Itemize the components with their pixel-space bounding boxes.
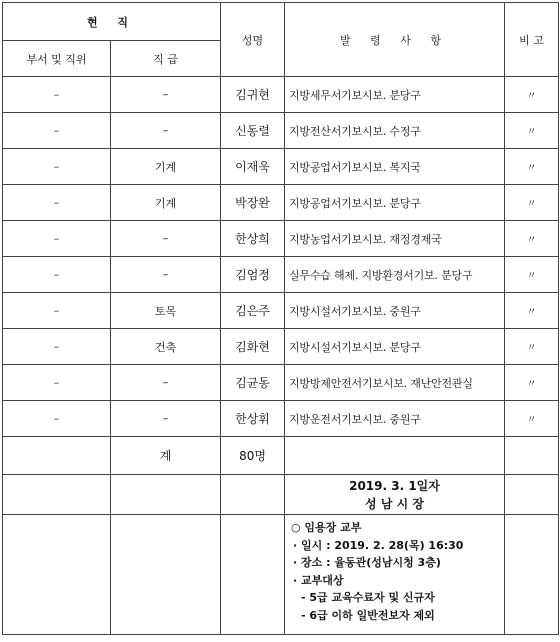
dept-cell: –: [3, 401, 111, 437]
total-count: 80명: [221, 437, 285, 475]
remark-cell: 〃: [505, 257, 559, 293]
name-cell: 한상희: [221, 221, 285, 257]
dept-cell: –: [3, 257, 111, 293]
grade-cell: –: [111, 257, 221, 293]
effective-date: 2019. 3. 1일자: [349, 478, 440, 493]
table-row: [3, 185, 559, 221]
notice-empty-1: [3, 515, 111, 635]
grade-cell: –: [111, 365, 221, 401]
notice-cell: [285, 515, 505, 635]
name-cell: 이재욱: [221, 149, 285, 185]
name-cell: 김은주: [221, 293, 285, 329]
grade-cell: –: [111, 401, 221, 437]
order-cell: 지방시설서기보시보. 분당구: [285, 329, 505, 365]
stamp-empty-1: [3, 475, 111, 515]
notice-target-2: - 6급 이하 일반전보자 제외: [301, 608, 435, 622]
remark-cell: 〃: [505, 77, 559, 113]
table-row: [3, 401, 559, 437]
grade-cell: 토목: [111, 293, 221, 329]
order-cell: 지방공업서기보시보. 분당구: [285, 185, 505, 221]
grade-cell: 건축: [111, 329, 221, 365]
notice-empty-3: [221, 515, 285, 635]
notice-empty-4: [505, 515, 559, 635]
name-cell: 김귀현: [221, 77, 285, 113]
grade-cell: –: [111, 221, 221, 257]
table-row: [3, 329, 559, 365]
notice-place: · 장소 : 율동관(성남시청 3층): [293, 556, 441, 569]
grade-cell: –: [111, 77, 221, 113]
name-cell: 김균동: [221, 365, 285, 401]
dept-cell: –: [3, 185, 111, 221]
table-row: [3, 365, 559, 401]
total-label: 계: [111, 437, 221, 475]
notice-title: ○ 임용장 교부: [291, 521, 362, 534]
dept-cell: –: [3, 149, 111, 185]
header-grade: 직 급: [111, 41, 221, 77]
dept-cell: –: [3, 113, 111, 149]
stamp-row: [3, 475, 559, 515]
stamp-empty-3: [221, 475, 285, 515]
table-row: [3, 113, 559, 149]
name-cell: 신동렬: [221, 113, 285, 149]
remark-cell: 〃: [505, 221, 559, 257]
table-row: [3, 257, 559, 293]
table-row: [3, 293, 559, 329]
notice-target: · 교부대상: [293, 573, 344, 587]
order-cell: 지방시설서기보시보. 중원구: [285, 293, 505, 329]
appointment-table: [2, 2, 559, 635]
stamp-empty-2: [111, 475, 221, 515]
total-empty-cell: [3, 437, 111, 475]
order-cell: 지방운전서기보시보. 중원구: [285, 401, 505, 437]
stamp-empty-4: [505, 475, 559, 515]
header-name: 성명: [221, 3, 285, 77]
remark-cell: 〃: [505, 185, 559, 221]
stamp-cell: [285, 475, 505, 515]
header-order: 발 령 사 항: [285, 3, 505, 77]
order-cell: 실무수습 해제. 지방환경서기보. 분당구: [285, 257, 505, 293]
notice-target-1: - 5급 교육수료자 및 신규자: [301, 591, 435, 604]
remark-cell: 〃: [505, 365, 559, 401]
notice-row: [3, 515, 559, 635]
order-cell: 지방방제안전서기보시보. 재난안전관실: [285, 365, 505, 401]
dept-cell: –: [3, 293, 111, 329]
header-remarks: 비 고: [505, 3, 559, 77]
dept-cell: –: [3, 77, 111, 113]
remark-cell: 〃: [505, 113, 559, 149]
remark-cell: 〃: [505, 329, 559, 365]
name-cell: 박장완: [221, 185, 285, 221]
table-row: [3, 149, 559, 185]
order-cell: 지방세무서기보시보. 분당구: [285, 77, 505, 113]
header-row-1: [3, 3, 559, 41]
notice-empty-2: [111, 515, 221, 635]
table-row: [3, 77, 559, 113]
remark-cell: 〃: [505, 293, 559, 329]
grade-cell: –: [111, 113, 221, 149]
header-current-post: 현 직: [3, 3, 221, 41]
table-row: [3, 221, 559, 257]
name-cell: 김엄정: [221, 257, 285, 293]
order-cell: 지방농업서기보시보. 재정경제국: [285, 221, 505, 257]
remark-cell: 〃: [505, 149, 559, 185]
total-row: [3, 437, 559, 475]
total-order-empty: [285, 437, 505, 475]
dept-cell: –: [3, 221, 111, 257]
order-cell: 지방전산서기보시보. 수정구: [285, 113, 505, 149]
remark-cell: 〃: [505, 401, 559, 437]
name-cell: 김화현: [221, 329, 285, 365]
grade-cell: 기계: [111, 149, 221, 185]
name-cell: 한상휘: [221, 401, 285, 437]
issuer: 성 남 시 장: [365, 496, 424, 511]
dept-cell: –: [3, 329, 111, 365]
dept-cell: –: [3, 365, 111, 401]
total-remark-empty: [505, 437, 559, 475]
header-dept-position: 부서 및 직위: [3, 41, 111, 77]
grade-cell: 기계: [111, 185, 221, 221]
notice-date: · 일시 : 2019. 2. 28(목) 16:30: [293, 538, 464, 552]
order-cell: 지방공업서기보시보. 복지국: [285, 149, 505, 185]
